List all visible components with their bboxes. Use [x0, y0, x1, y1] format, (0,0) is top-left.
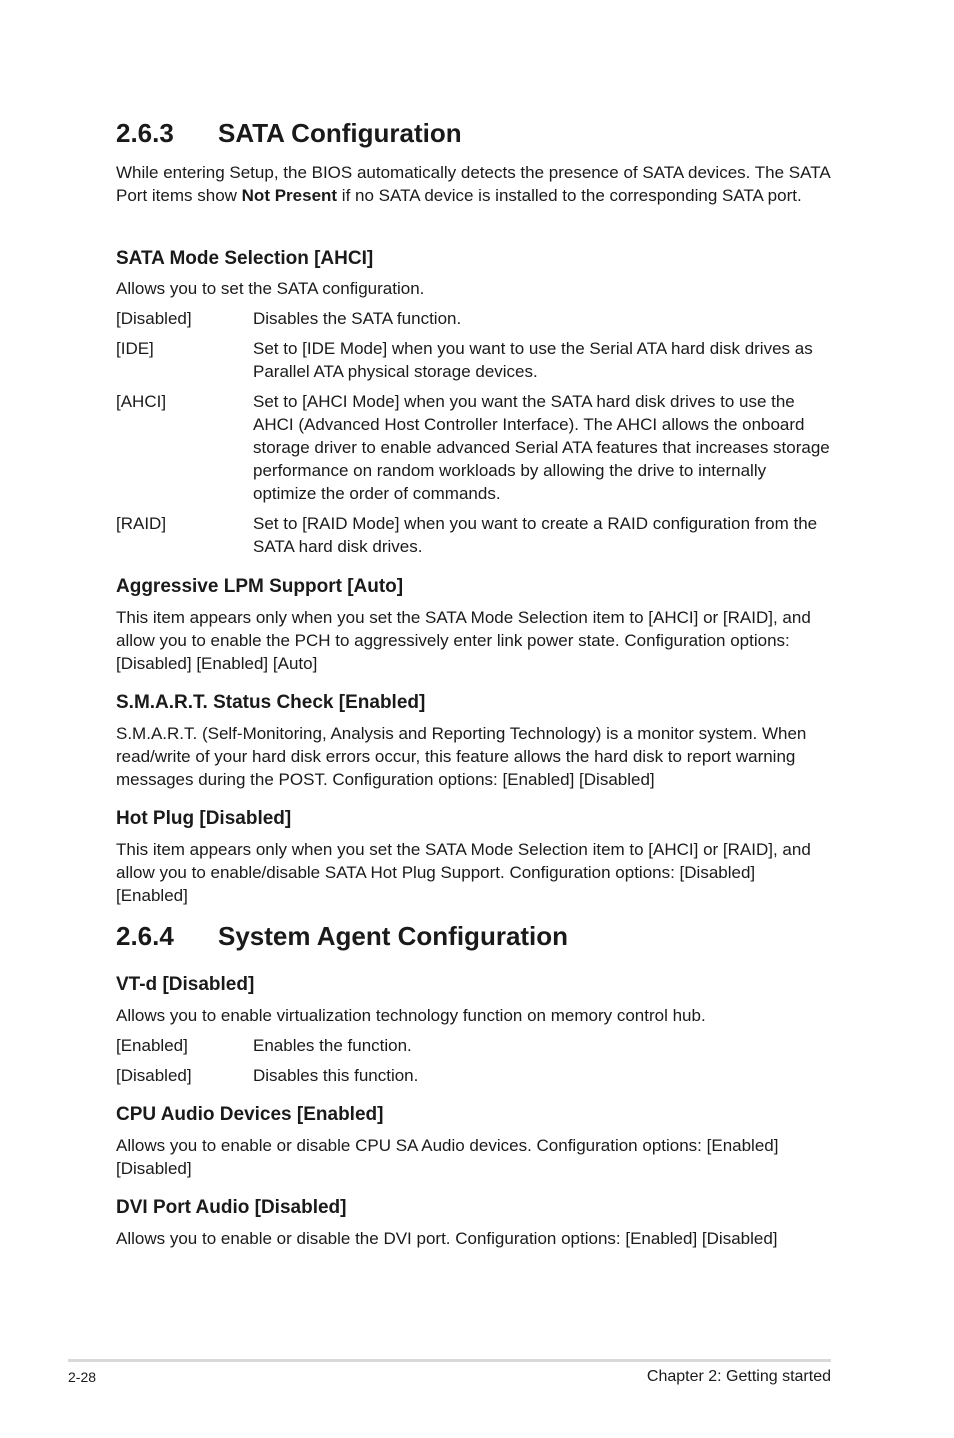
- smart-desc: S.M.A.R.T. (Self-Monitoring, Analysis and Reporting Technology) is a monitor system. When read/write of your hard disk errors occur, this feature allows the hard disk to report warning messages during the POST. Configuration options: [Enabled] [Disabled]: [116, 724, 807, 789]
- lpm-desc: This item appears only when you set the SATA Mode Selection item to [AHCI] or [RAID], and allow you to enable the PCH to aggressively enter link power state. Configuration options: [Disabled] [Enabled] [Auto]: [116, 608, 811, 673]
- cpu-audio-heading: CPU Audio Devices [Enabled]: [116, 1104, 384, 1125]
- chapter-label: Chapter 2: Getting started: [646, 1368, 831, 1385]
- sata-intro-paragraph: While entering Setup, the BIOS automatically detects the presence of SATA devices. The SATA Port items show Not Present if no SATA device is installed to the corresponding SATA port.: [116, 163, 830, 205]
- option-desc-raid: Set to [RAID Mode] when you want to create a RAID configuration from the SATA hard disk drives.: [253, 514, 818, 556]
- lpm-heading: Aggressive LPM Support [Auto]: [116, 576, 404, 597]
- hotplug-desc: This item appears only when you set the SATA Mode Selection item to [AHCI] or [RAID], and allow you to enable/disable SATA Hot Plug Support. Configuration options: [Disabled] [Enabled]: [116, 840, 811, 905]
- page-number: 2-28: [68, 1369, 97, 1385]
- hotplug-heading: Hot Plug [Disabled]: [116, 808, 292, 829]
- option-desc-enabled: Enables the function.: [253, 1036, 412, 1055]
- option-key-ide: [IDE]: [116, 339, 154, 358]
- option-desc-ide: Set to [IDE Mode] when you want to use the Serial ATA hard disk drives as Parallel ATA physical storage devices.: [253, 339, 813, 381]
- option-key-disabled: [Disabled]: [116, 309, 192, 328]
- option-desc-disabled: Disables the SATA function.: [253, 309, 462, 328]
- vtd-heading: VT-d [Disabled]: [116, 974, 255, 995]
- cpu-audio-desc: Allows you to enable or disable CPU SA Audio devices. Configuration options: [Enabled] [Disabled]: [116, 1136, 779, 1178]
- section-number-264: 2.6.4: [116, 921, 174, 951]
- option-key-disabled-vtd: [Disabled]: [116, 1066, 192, 1085]
- sata-mode-desc: Allows you to set the SATA configuration.: [116, 279, 425, 298]
- option-key-ahci: [AHCI]: [116, 392, 167, 411]
- option-key-enabled: [Enabled]: [116, 1036, 188, 1055]
- dvi-audio-desc: Allows you to enable or disable the DVI port. Configuration options: [Enabled] [Disabled]: [116, 1229, 778, 1248]
- sata-mode-heading: SATA Mode Selection [AHCI]: [116, 248, 374, 269]
- dvi-audio-heading: DVI Port Audio [Disabled]: [116, 1197, 347, 1218]
- option-desc-ahci: Set to [AHCI Mode] when you want the SATA hard disk drives to use the AHCI (Advanced Host Controller Interface). The AHCI allows the onboard storage driver to enable advanced Serial ATA features that increases storage performance on random workloads by allowing the drive to internally optimize the order of commands.: [253, 392, 830, 503]
- option-key-raid: [RAID]: [116, 514, 167, 533]
- smart-heading: S.M.A.R.T. Status Check [Enabled]: [116, 692, 426, 713]
- section-title-264: System Agent Configuration: [218, 921, 569, 951]
- vtd-desc: Allows you to enable virtualization technology function on memory control hub.: [116, 1006, 706, 1025]
- section-number-263: 2.6.3: [116, 118, 174, 148]
- option-desc-disabled-vtd: Disables this function.: [253, 1066, 419, 1085]
- section-title-263: SATA Configuration: [218, 118, 462, 148]
- footer-divider: [68, 1359, 831, 1362]
